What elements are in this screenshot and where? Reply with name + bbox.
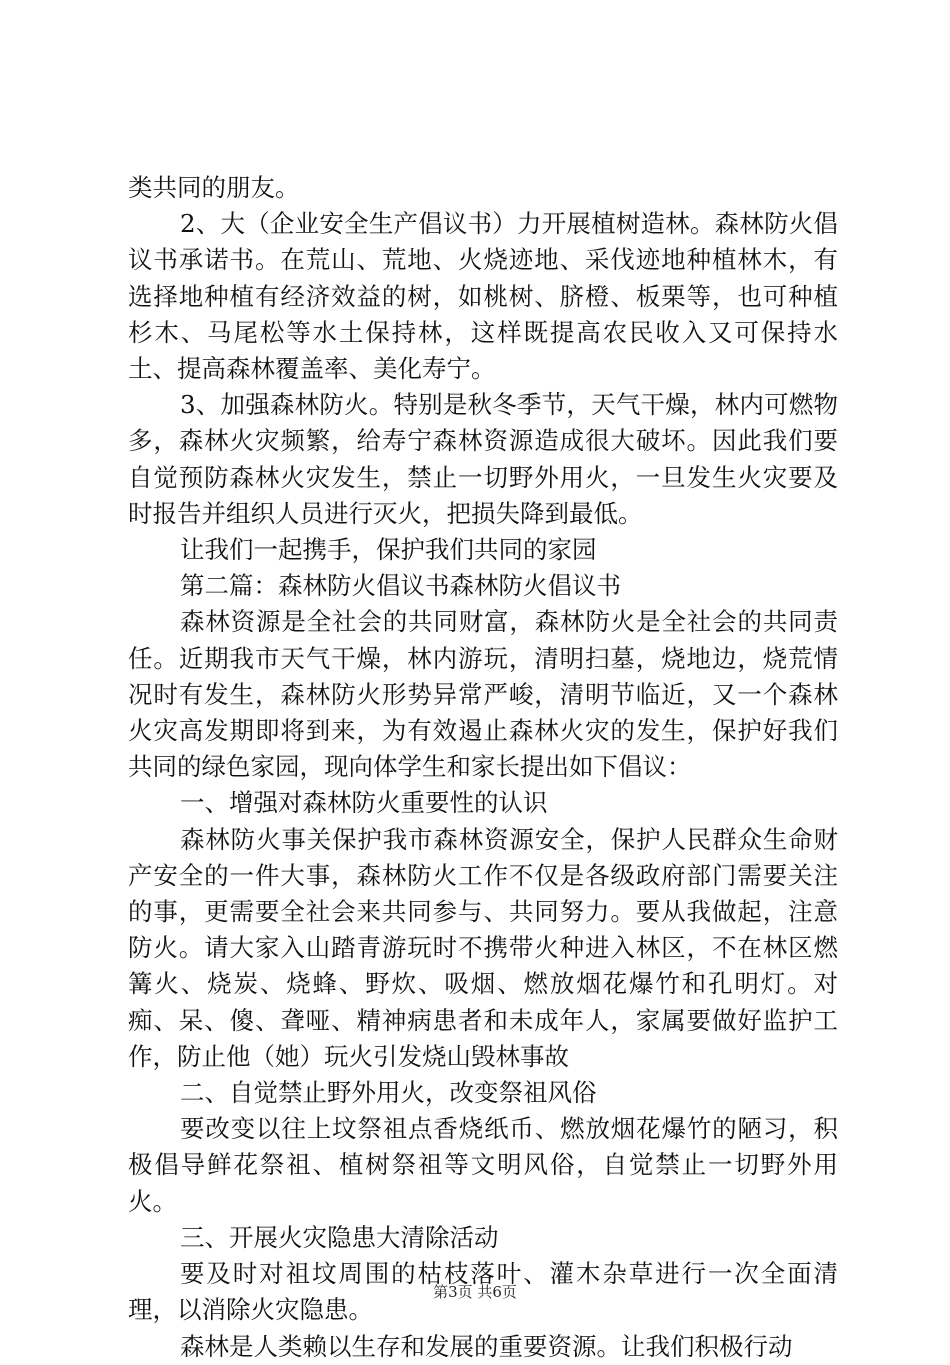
subheading-one: 一、增强对森林防火重要性的认识: [180, 788, 548, 818]
paragraph-intro: 森林资源是全社会的共同财富，森林防火是全社会的共同责任。近期我市天气干燥，林内游玩，清明扫墓，烧地边，烧荒情况时有发生，森林防火形势异常严峻，清明节临近，又一个森林火灾高发期即将到来，为有效遏止森林火灾的发生，保护好我们共同的绿色家园，现向体学生和家长提出如下倡议：: [128, 607, 838, 782]
paragraph-cleanup: 要及时对祖坟周围的枯枝落叶、灌木杂草进行一次全面清理，以消除火灾隐患。: [128, 1259, 838, 1325]
paragraph-continuation: 类共同的朋友。: [128, 173, 300, 202]
page-footer: 第3页 共6页: [433, 1283, 517, 1301]
subheading-two: 二、自觉禁止野外用火，改变祭祖风俗: [180, 1078, 597, 1108]
paragraph-customs: 要改变以往上坟祭祖点香烧纸币、燃放烟花爆竹的陋习，积极倡导鲜花祭祖、植树祭祖等文明风俗，自觉禁止一切野外用火。: [128, 1114, 838, 1216]
document-body: [128, 170, 838, 1365]
paragraph-closing-call: 让我们一起携手，保护我们共同的家园: [180, 535, 597, 565]
paragraph-item-2-afforestation: 2、大（企业安全生产倡议书）力开展植树造林。森林防火倡议书承诺书。在荒山、荒地、火烧迹地、采伐迹地种植林木，有选择地种植有经济效益的树，如桃树、脐橙、板栗等，也可种植杉木、马尾松等水土保持林，这样既提高农民收入又可保持水土、提高森林覆盖率、美化寿宁。: [128, 209, 838, 384]
paragraph-item-3-fire-prevention: 3、加强森林防火。特别是秋冬季节，天气干燥，林内可燃物多，森林火灾频繁，给寿宁森林资源造成很大破坏。因此我们要自觉预防森林火灾发生，禁止一切野外用火，一旦发生火灾要及时报告并组织人员进行灭火，把损失降到最低。: [128, 390, 838, 528]
section-heading-part-two: 第二篇：森林防火倡议书森林防火倡议书: [180, 571, 621, 601]
paragraph-importance: 森林防火事关保护我市森林资源安全，保护人民群众生命财产安全的一件大事，森林防火工作不仅是各级政府部门需要关注的事，更需要全社会来共同参与、共同努力。要从我做起，注意防火。请大家入山踏青游玩时不携带火种进入林区，不在林区燃篝火、烧炭、烧蜂、野炊、吸烟、燃放烟花爆竹和孔明灯。对痴、呆、傻、聋哑、精神病患者和未成年人，家属要做好监护工作，防止他（她）玩火引发烧山毁林事故: [128, 824, 838, 1071]
subheading-three: 三、开展火灾隐患大清除活动: [180, 1222, 499, 1252]
paragraph-final: 森林是人类赖以生存和发展的重要资源。让我们积极行动: [180, 1331, 793, 1361]
